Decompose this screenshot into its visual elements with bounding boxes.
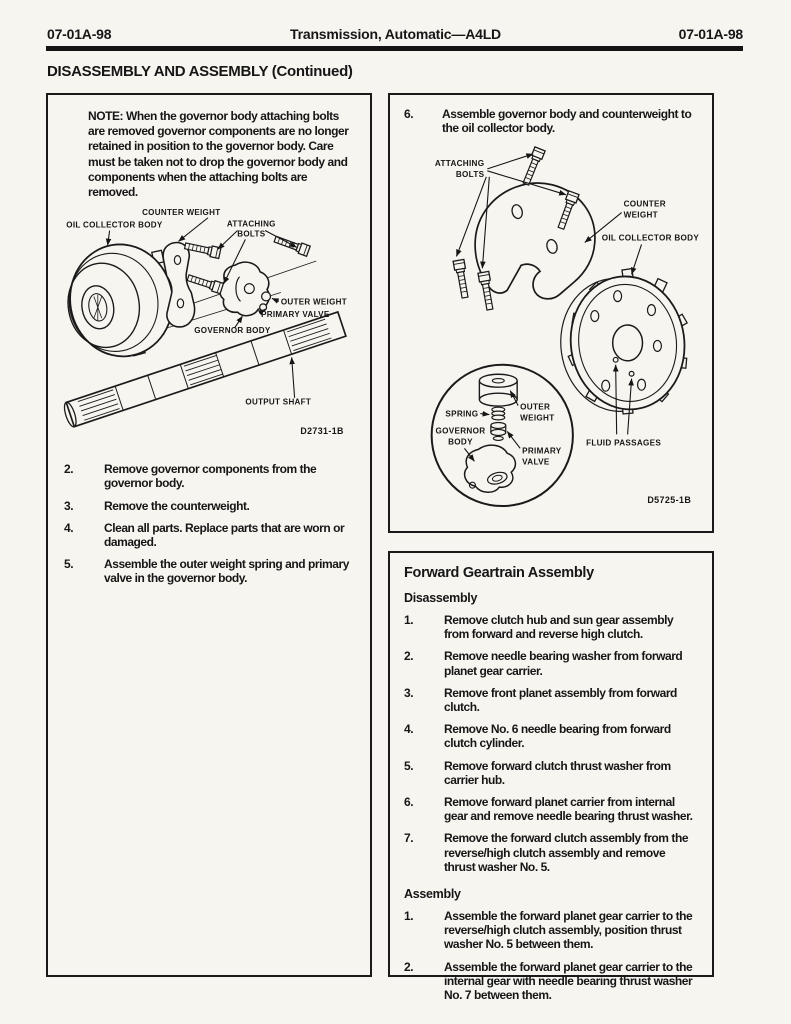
- step-number: 5.: [64, 557, 74, 572]
- outer-weight-label: WEIGHT: [520, 413, 555, 423]
- attaching-bolts-label: ATTACHING: [434, 159, 485, 169]
- list-item: [404, 686, 698, 714]
- primary-valve-label: PRIMARY: [522, 446, 562, 456]
- step-number: 1.: [404, 909, 414, 924]
- outer-weight-label: OUTER WEIGHT: [280, 297, 347, 307]
- list-item: [64, 499, 356, 513]
- output-shaft-label: OUTPUT SHAFT: [245, 397, 312, 407]
- step-text: Remove the forward clutch assembly from the reverse/high clutch assembly and remove thrust washer No. 5.: [444, 831, 689, 874]
- attaching-bolt-drawing: [453, 260, 470, 299]
- primary-valve-label: PRIMARY VALVE: [261, 310, 330, 320]
- step-text: Remove needle bearing washer from forward planet gear carrier.: [444, 649, 683, 678]
- governor-assembly-diagram: [390, 139, 712, 515]
- fluid-passages-label: FLUID PASSAGES: [586, 438, 662, 448]
- counter-weight-label: COUNTER: [623, 200, 666, 210]
- header-title: Transmission, Automatic—A4LD: [290, 26, 501, 42]
- disassembly-steps-list: [404, 613, 698, 874]
- subsection-title: Forward Geartrain Assembly: [404, 565, 594, 581]
- step-number: 2.: [64, 462, 74, 477]
- list-item: [404, 759, 698, 787]
- governor-detail-inset: [432, 365, 573, 506]
- step-text: Remove No. 6 needle bearing from forward clutch cylinder.: [444, 722, 671, 751]
- list-item: [404, 722, 698, 750]
- governor-body-label: GOVERNOR: [435, 426, 486, 436]
- step-text: Remove the counterweight.: [104, 498, 250, 513]
- outer-weight-label: OUTER: [520, 402, 551, 412]
- disassembly-heading: Disassembly: [404, 591, 478, 605]
- list-item: [404, 960, 698, 1003]
- oil-collector-body-drawing: [552, 269, 693, 419]
- section-title: DISASSEMBLY AND ASSEMBLY (Continued): [47, 63, 353, 80]
- list-item: [404, 613, 698, 641]
- step-number: 4.: [404, 722, 414, 737]
- list-item: [64, 462, 356, 490]
- list-item: [404, 831, 698, 874]
- step-number: 4.: [64, 520, 74, 535]
- figure-id: D2731-1B: [300, 426, 344, 437]
- step-number: 7.: [404, 831, 414, 846]
- counter-weight-label: COUNTER WEIGHT: [142, 208, 221, 218]
- spring-drawing: [492, 408, 505, 421]
- list-item: [404, 649, 698, 677]
- step-text: Assemble the forward planet gear carrier to the reverse/high clutch assembly, position thrust washer No. 5 between them.: [444, 909, 693, 952]
- header-rule: [46, 46, 743, 51]
- step-text: Remove front planet assembly from forward clutch.: [444, 685, 677, 715]
- step-number: 6.: [404, 107, 414, 121]
- step-number: 3.: [64, 498, 74, 513]
- step-text: Assemble the forward planet gear carrier to the internal gear with needle bearing thrust washer No. 7 between them.: [444, 959, 693, 1003]
- governor-body-label: BODY: [448, 437, 473, 447]
- step-number: 5.: [404, 758, 414, 773]
- step-text: Remove forward clutch thrust washer from carrier hub.: [444, 758, 671, 787]
- step-text: Remove governor components from the governor body.: [104, 462, 317, 491]
- outer-weight-drawing: [262, 292, 271, 301]
- header-page-number-right: 07-01A-98: [678, 26, 743, 42]
- list-item: [404, 107, 698, 135]
- governor-body-label: GOVERNOR BODY: [194, 326, 271, 336]
- counter-weight-label: WEIGHT: [623, 210, 658, 220]
- step-number: 2.: [404, 649, 414, 664]
- assembly-steps-list: [404, 909, 698, 1002]
- attaching-bolts-label: ATTACHING: [226, 219, 276, 229]
- step-number: 2.: [404, 959, 414, 974]
- list-item: [64, 557, 356, 585]
- assembly-heading: Assembly: [404, 887, 461, 902]
- spring-label: SPRING: [445, 409, 479, 419]
- step-number: 1.: [404, 613, 414, 627]
- step-text: Clean all parts. Replace parts that are worn or damaged.: [104, 520, 345, 550]
- list-item: [404, 795, 698, 823]
- header-page-number-left: 07-01A-98: [47, 26, 112, 42]
- figure-id: D5725-1B: [647, 495, 692, 506]
- note-text: NOTE: When the governor body attaching bolts are removed governor components are no longer retained in position to the governor body. Care must be taken not to drop the governor body and components when the attaching bolts are removed.: [88, 109, 349, 200]
- step-text: Assemble governor body and counterweight to the oil collector body.: [442, 107, 692, 136]
- oil-collector-body-label: OIL COLLECTOR BODY: [601, 233, 700, 243]
- primary-valve-label: VALVE: [522, 457, 550, 467]
- step-number: 3.: [404, 685, 414, 700]
- step-text: Remove forward planet carrier from internal gear and remove needle bearing thrust washer.: [444, 795, 693, 824]
- governor-exploded-diagram: [50, 202, 368, 448]
- step-number: 6.: [404, 795, 414, 810]
- attaching-bolt-drawing: [186, 273, 223, 294]
- step-text: Assemble the outer weight spring and primary valve in the governor body.: [104, 557, 349, 586]
- governor-body-drawing: [220, 262, 271, 316]
- attaching-bolts-label: BOLTS: [237, 229, 266, 239]
- left-panel: [46, 93, 372, 977]
- attaching-bolts-label: BOLTS: [455, 170, 485, 180]
- list-item: [404, 909, 698, 952]
- list-item: [64, 521, 356, 549]
- right-bottom-panel: [388, 551, 714, 1003]
- step-text: Remove clutch hub and sun gear assembly from forward and reverse high clutch.: [444, 613, 674, 642]
- oil-collector-body-label: OIL COLLECTOR BODY: [66, 220, 163, 230]
- right-top-panel: [388, 93, 714, 533]
- left-steps-list: [48, 462, 370, 585]
- attaching-bolt-drawing: [521, 147, 545, 186]
